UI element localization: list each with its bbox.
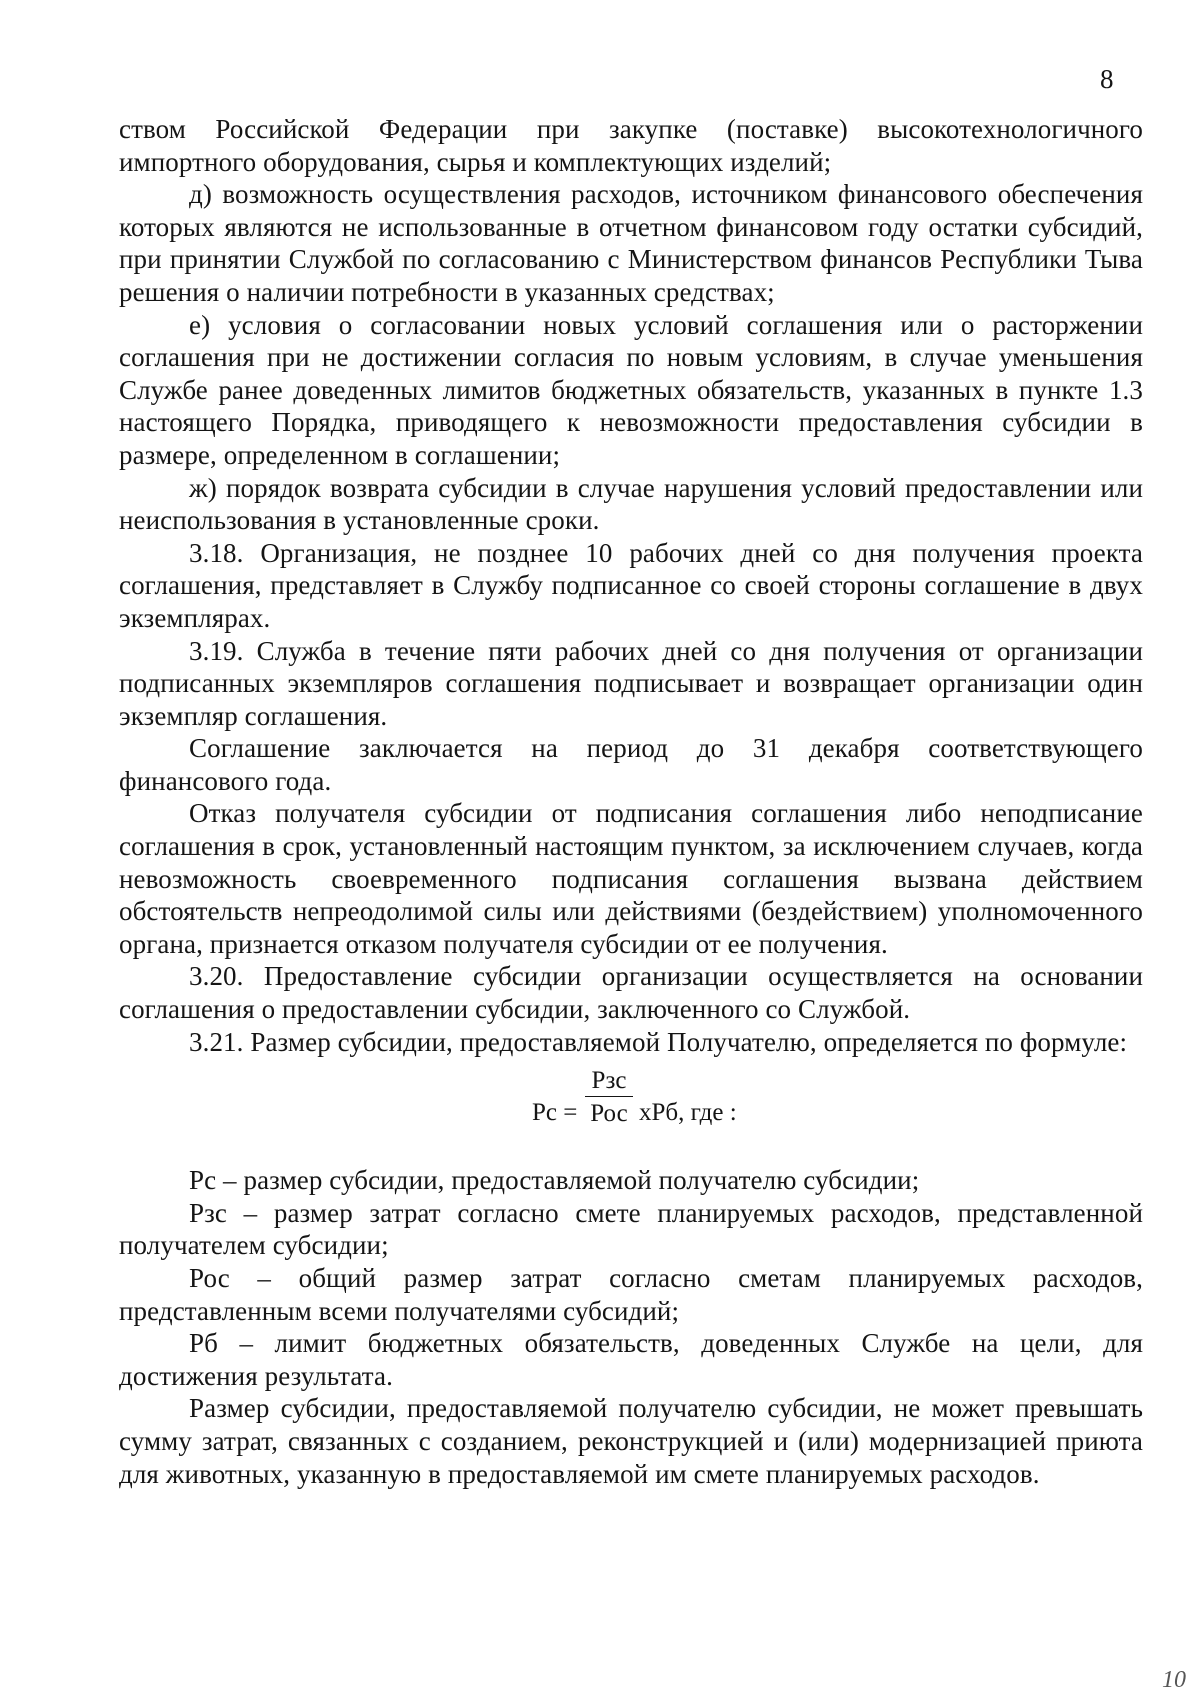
subsidy-formula	[119, 1058, 1143, 1164]
definition-rb: Рб – лимит бюджетных обязательств, доведенных Службе на цели, для достижения результата.	[119, 1328, 1143, 1391]
formula-numerator: Рзс	[591, 1067, 627, 1095]
definition-rzs: Рзс – размер затрат согласно смете планируемых расходов, представленной получателем субсидии;	[119, 1197, 1143, 1261]
paragraph-item-zh: ж) порядок возврата субсидии в случае нарушения условий предоставлении или неиспользования в установленные сроки.	[119, 472, 1143, 536]
paragraph-3-19: 3.19. Служба в течение пяти рабочих дней со дня получения от организации подписанных экземпляров соглашения подписывает и возвращает организации один экземпляр соглашения.	[119, 635, 1143, 731]
document-body	[119, 113, 1143, 1490]
page-number: 8	[1100, 64, 1114, 94]
paragraph-refusal: Отказ получателя субсидии от подписания соглашения либо неподписание соглашения в срок, установленный настоящим пунктом, за исключением случаев, когда невозможность своевременного подписания соглашения вызвана действием обстоятельств непреодолимой силы или действиями (бездействием) уполномоченного органа, признается отказом получателя субсидии от ее получения.	[119, 798, 1143, 959]
paragraph-continuation: ством Российской Федерации при закупке (поставке) высокотехнологичного импортного оборудования, сырья и комплектующих изделий;	[119, 114, 1143, 177]
definition-ros: Рос – общий размер затрат согласно сметам планируемых расходов, представленным всеми получателями субсидий;	[119, 1263, 1143, 1326]
formula-rhs: хРб, где :	[639, 1099, 737, 1127]
formula-fraction	[585, 1068, 633, 1126]
formula-lhs: Рс =	[532, 1099, 578, 1127]
paragraph-item-e: е) условия о согласовании новых условий соглашения или о расторжении соглашения при не достижении согласия по новым условиям, в случае уменьшения Службе ранее доведенных лимитов бюджетных обязательств, указанных в пункте 1.3 настоящего Порядка, приводящего к невозможности предоставления субсидии в размере, определенном в соглашении;	[119, 309, 1143, 470]
paragraph-item-d: д) возможность осуществления расходов, источником финансового обеспечения которых являются не использованные в отчетном финансовом году остатки субсидий, при принятии Службой по согласованию с Министерством финансов Республики Тыва решения о наличии потребности в указанных средствах;	[119, 179, 1143, 307]
handwritten-margin-mark: 10	[1162, 1667, 1186, 1693]
paragraph-3-21: 3.21. Размер субсидии, предоставляемой Получателю, определяется по формуле:	[189, 1026, 1128, 1057]
paragraph-agreement-period: Соглашение заключается на период до 31 декабря соответствующего финансового года.	[119, 733, 1143, 796]
paragraph-3-20: 3.20. Предоставление субсидии организации осуществляется на основании соглашения о предоставлении субсидии, заключенного со Службой.	[119, 961, 1143, 1025]
definition-rs: Рс – размер субсидии, предоставляемой получателю субсидии;	[189, 1165, 920, 1196]
formula-denominator: Рос	[590, 1100, 628, 1128]
paragraph-subsidy-limit: Размер субсидии, предоставляемой получателю субсидии, не может превышать сумму затрат, связанных с созданием, реконструкцией и (или) модернизацией приюта для животных, указанную в предоставляемой им смете планируемых расходов.	[119, 1393, 1143, 1489]
paragraph-3-18: 3.18. Организация, не позднее 10 рабочих дней со дня получения проекта соглашения, представляет в Службу подписанное со своей стороны соглашение в двух экземплярах.	[119, 537, 1143, 633]
fraction-bar	[585, 1096, 633, 1097]
